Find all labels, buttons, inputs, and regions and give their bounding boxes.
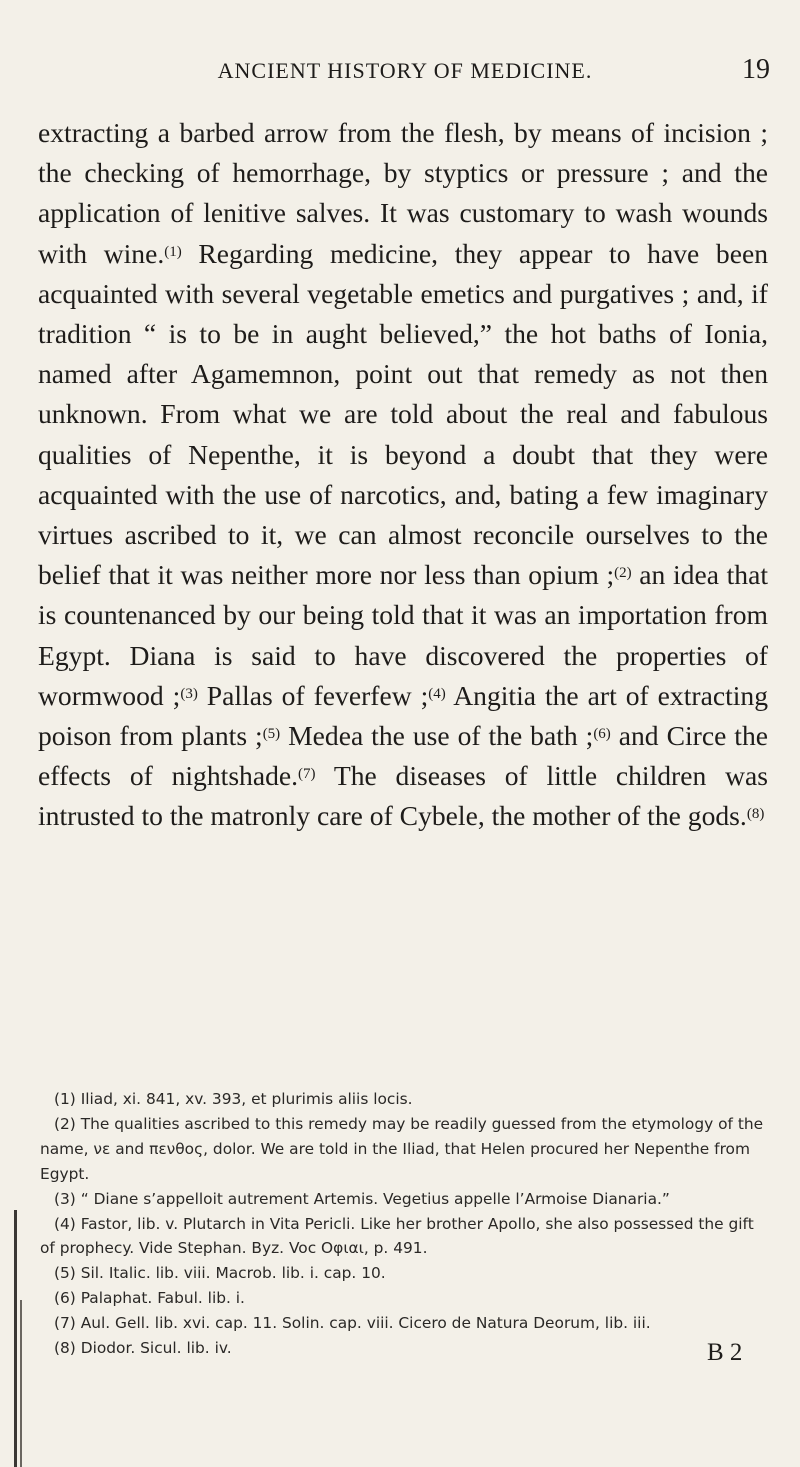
footnote-3: [40, 1187, 770, 1212]
footnote-number: (6): [54, 1289, 76, 1308]
main-text: [38, 113, 768, 837]
footnotes: [40, 1087, 770, 1361]
footnote-2: [40, 1112, 770, 1187]
text-segment: extracting a barbed arrow from the flesh, by means of incision ; the checking of hemorrhage, by styptics or pressure ; and the application of lenitive salves. It was customary to wash wounds with wine.: [38, 117, 768, 269]
running-head: [40, 54, 770, 90]
footnote-1: [40, 1087, 770, 1112]
footnote-6: [40, 1286, 770, 1311]
text-segment: and Circe the effects of nightshade.: [38, 720, 768, 792]
footnote-4: [40, 1212, 770, 1262]
footnote-ref-3[interactable]: (3): [180, 685, 198, 702]
footnote-text: The qualities ascribed to this remedy may be readily guessed from the etymology of the name, νε and πενθος, dolor. We are told in the Iliad, that Helen procured her Nepenthe from Egypt.: [40, 1114, 764, 1183]
footnote-text: “ Diane s’appelloit autrement Artemis. Vegetius appelle l’Armoise Dianaria.”: [80, 1189, 670, 1208]
footnote-ref-8[interactable]: (8): [746, 806, 765, 823]
footnote-8: [40, 1336, 770, 1361]
footnote-number: (1): [54, 1090, 76, 1108]
footnote-number: (2): [54, 1114, 76, 1133]
signature-mark: B 2: [707, 1339, 743, 1366]
footnote-ref-7[interactable]: (7): [298, 766, 316, 783]
footnote-number: (3): [54, 1189, 76, 1208]
text-segment: The diseases of little children was intrusted to the matronly care of Cybele, the mother of the gods.: [38, 760, 768, 832]
footnote-text: Diodor. Sicul. lib. iv.: [80, 1339, 232, 1358]
page-number: 19: [742, 54, 770, 85]
binding-edge: [20, 1300, 22, 1467]
footnote-7: [40, 1311, 770, 1336]
footnote-5: [40, 1261, 770, 1286]
text-segment: Pallas of feverfew ;: [197, 679, 429, 711]
running-title: ANCIENT HISTORY OF MEDICINE.: [217, 58, 593, 83]
footnote-number: (8): [54, 1339, 76, 1358]
footnote-ref-4[interactable]: (4): [428, 685, 446, 702]
text-segment: Regarding medicine, they appear to have been acquainted with several vegetable emetics and purgatives ; and, if tradition “ is to be in aught believed,” the hot baths of Ionia, named after Agamemnon, point out that remedy as not then unknown. From what we are told about the real and fabulous qualities of Nepenthe, it is beyond a doubt that they were acquainted with the use of narcotics, and, bating a few imaginary virtues ascribed to it, we can almost reconcile ourselves to the belief that it was neither more nor less than opium ;: [38, 237, 768, 591]
footnote-ref-6[interactable]: (6): [593, 726, 611, 743]
footnote-text: Fastor, lib. v. Plutarch in Vita Pericli. Like her brother Apollo, she also possessed the gift of prophecy. Vide Stephan. Byz. Voc Οφιαι, p. 491.: [40, 1214, 754, 1258]
text-segment: Angitia the art of extracting poison from plants ;: [38, 679, 768, 752]
footnote-number: (5): [54, 1264, 76, 1283]
footnote-text: Iliad, xi. 841, xv. 393, et plurimis aliis locis.: [80, 1090, 413, 1108]
footnote-text: Palaphat. Fabul. lib. i.: [80, 1289, 245, 1308]
footnote-ref-5[interactable]: (5): [262, 726, 281, 743]
text-segment: Medea the use of the bath ;: [280, 720, 594, 752]
footnote-ref-1[interactable]: (1): [164, 243, 182, 260]
footnote-ref-2[interactable]: (2): [614, 565, 632, 582]
footnote-text: Sil. Italic. lib. viii. Macrob. lib. i. cap. 10.: [80, 1264, 386, 1283]
paragraph: [38, 113, 768, 837]
binding-edge: [14, 1210, 17, 1467]
footnote-number: (7): [54, 1314, 76, 1333]
text-segment: an idea that is countenanced by our being told that it was an importation from Egypt. Diana is said to have discovered the properties of wormwood ;: [38, 559, 768, 711]
footnote-number: (4): [54, 1214, 76, 1233]
footnote-text: Aul. Gell. lib. xvi. cap. 11. Solin. cap. viii. Cicero de Natura Deorum, lib. iii.: [80, 1314, 651, 1333]
